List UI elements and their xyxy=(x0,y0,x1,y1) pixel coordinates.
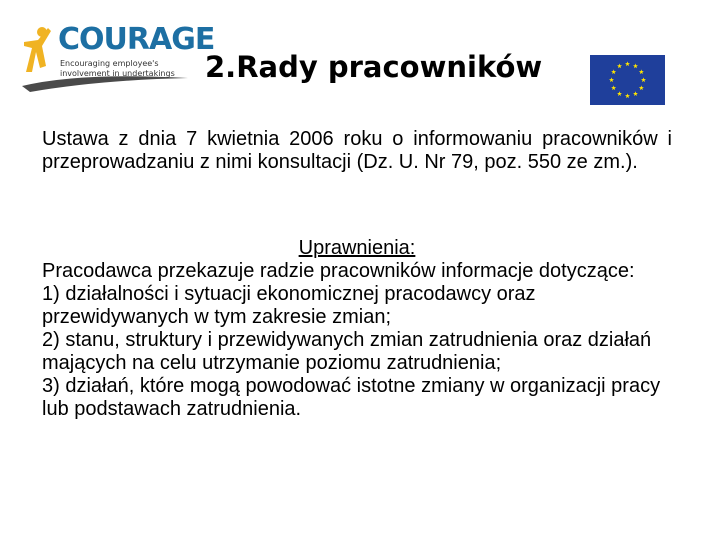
logo-tagline-1: Encouraging employee's xyxy=(60,59,159,68)
page-title: 2.Rady pracowników xyxy=(205,50,543,84)
intro-paragraph: Ustawa z dnia 7 kwietnia 2006 roku o informowaniu pracowników i przeprowadzaniu z nimi konsultacji (Dz. U. Nr 79, poz. 550 ze zm.). xyxy=(42,128,672,173)
logo-tagline-2: involvement in undertakings xyxy=(60,69,175,78)
rights-item-2: 2) stanu, struktury i przewidywanych zmian zatrudnienia oraz działań mających na celu utrzymanie poziomu zatrudnienia; xyxy=(42,329,652,374)
rights-lead: Pracodawca przekazuje radzie pracowników informacje dotyczące: xyxy=(42,260,635,282)
rights-heading: Uprawnienia: xyxy=(298,237,416,259)
rights-item-1: 1) działalności i sytuacji ekonomicznej pracodawcy oraz przewidywanych w tym zakresie zmian; xyxy=(42,283,536,328)
rights-section xyxy=(42,237,672,421)
rights-item-3: 3) działań, które mogą powodować istotne zmiany w organizacji pracy lub podstawach zatrudnienia. xyxy=(42,375,661,420)
logo-wordmark: COURAGE xyxy=(58,22,215,57)
eu-flag-icon xyxy=(590,55,665,105)
courage-logo xyxy=(20,22,215,94)
